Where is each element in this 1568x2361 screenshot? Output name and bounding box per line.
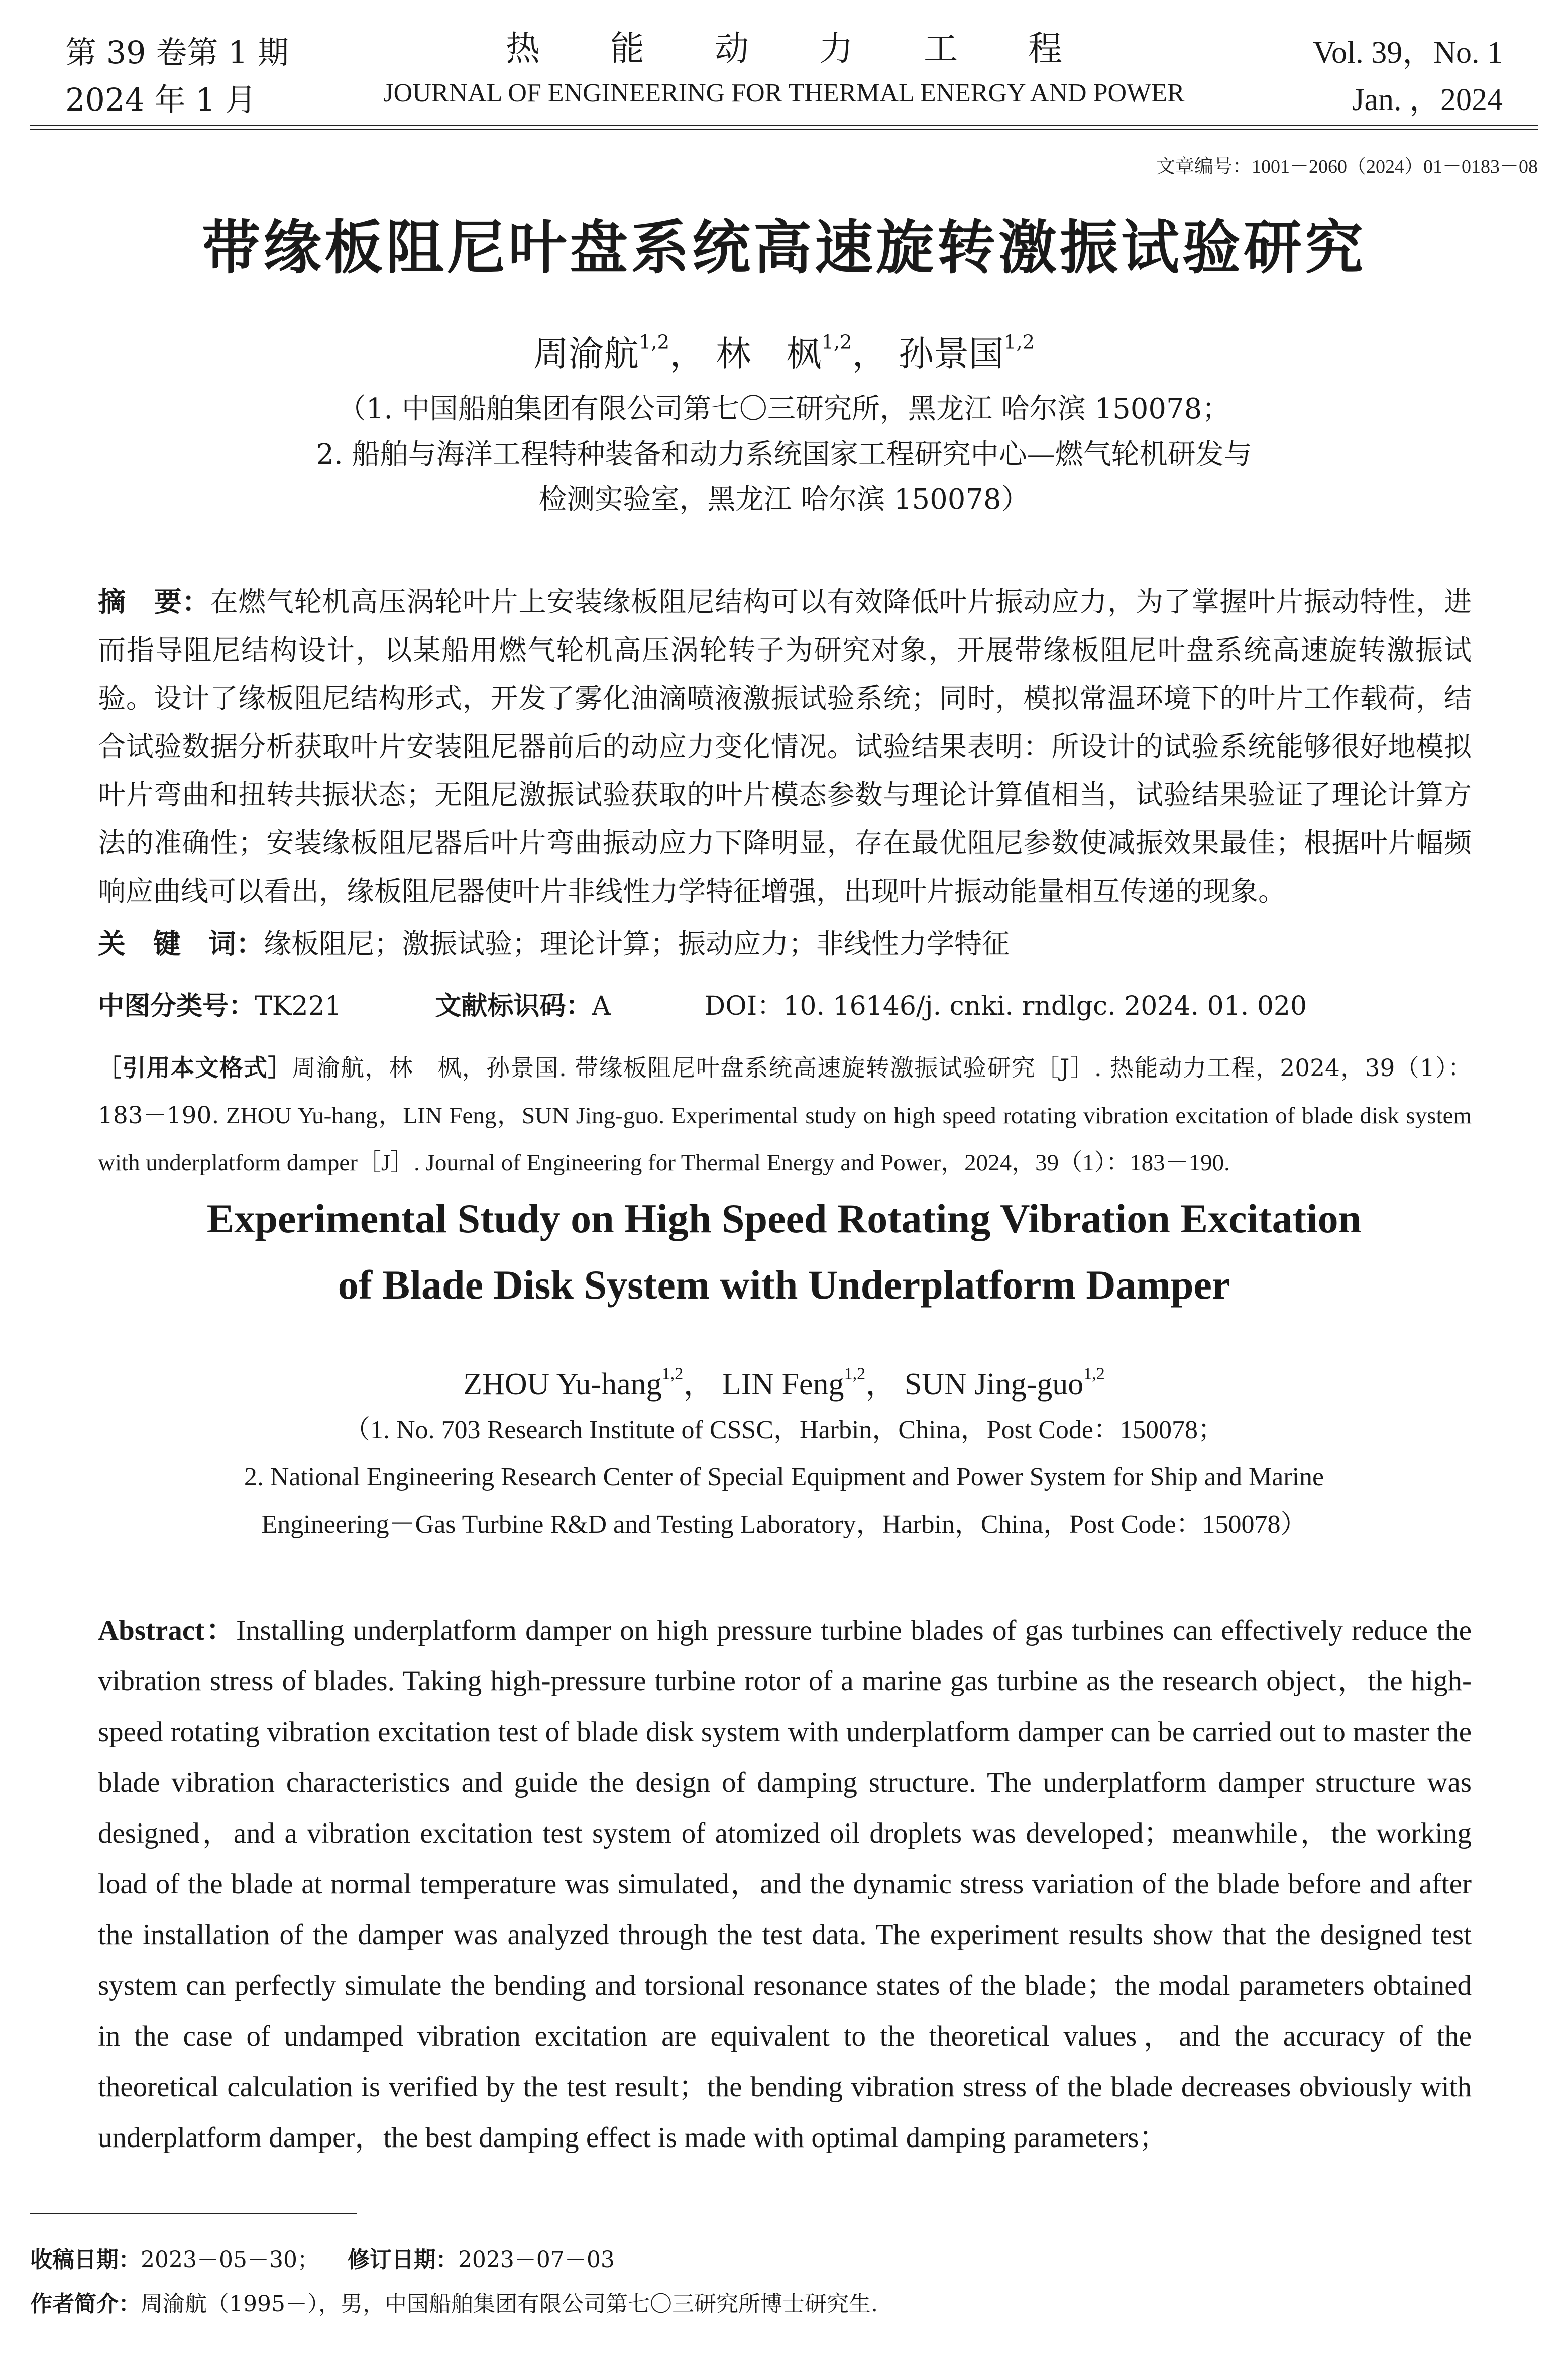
clc-label: 中图分类号：: [98, 991, 255, 1021]
dates-line: [30, 2238, 1537, 2282]
authors-en: [0, 1359, 1568, 1404]
author-name-en: ZHOU Yu-hang: [463, 1367, 662, 1402]
bio-value: 周渝航（1995－），男，中国船舶集团有限公司第七〇三研究所博士研究生.: [141, 2291, 878, 2317]
doc-code-label: 文献标识码：: [435, 991, 592, 1021]
classification-line: [98, 985, 1472, 1022]
authors-cn: [0, 326, 1568, 376]
doi: [704, 985, 1307, 1022]
journal-name-en: JOURNAL OF ENGINEERING FOR THERMAL ENERGY AND POWER: [383, 79, 1185, 108]
affiliation-line-en: 2. National Engineering Research Center of Special Equipment and Power System for Ship and Marine: [244, 1463, 1324, 1491]
issue-info-en: [1242, 29, 1503, 124]
abstract-cn-text: 在燃气轮机高压涡轮叶片上安装缘板阻尼结构可以有效降低叶片振动应力，为了掌握叶片振动特性，进而指导阻尼结构设计，以某船用燃气轮机高压涡轮转子为研究对象，开展带缘板阻尼叶盘系统高速旋转激振试验。设计了缘板阻尼结构形式，开发了雾化油滴喷液激振试验系统；同时，模拟常温环境下的叶片工作载荷，结合试验数据分析获取叶片安装阻尼器前后的动应力变化情况。试验结果表明：所设计的试验系统能够很好地模拟叶片弯曲和扭转共振状态；无阻尼激振试验获取的叶片模态参数与理论计算值相当，试验结果验证了理论计算方法的准确性；安装缘板阻尼器后叶片弯曲振动应力下降明显，存在最优阻尼参数使减振效果最佳；根据叶片幅频响应曲线可以看出，缘板阻尼器使叶片非线性力学特征增强，出现叶片振动能量相互传递的现象。: [98, 586, 1472, 907]
received-label: 收稿日期：: [30, 2247, 141, 2273]
author-sup: 1,2: [1083, 1364, 1105, 1383]
volume-en: Vol. 39，No. 1: [1313, 36, 1503, 70]
keywords-cn-label: 关 键 词：: [98, 928, 264, 960]
doc-code: [435, 985, 611, 1022]
bio-line: [30, 2282, 1537, 2326]
author-sup: 1,2: [638, 331, 670, 354]
citation-en: ZHOU Yu-hang，LIN Feng，SUN Jing-guo. Experimental study on high speed rotating vibration excitation of blade disk system with underplatform damper［J］. Journal of Engineering for Thermal Energy and Power，2024，39（1）：183－190.: [98, 1103, 1472, 1176]
affiliations-en: [0, 1407, 1568, 1548]
header-rule: [30, 125, 1538, 126]
citation-label: ［引用本文格式］: [98, 1054, 292, 1082]
doi-label: DOI：: [704, 991, 783, 1021]
affiliation-line: 2. 船舶与海洋工程特种装备和动力系统国家工程研究中心—燃气轮机研发与: [316, 438, 1252, 471]
title-en-line: Experimental Study on High Speed Rotating Vibration Excitation: [206, 1196, 1362, 1241]
keywords-cn: [98, 922, 1472, 961]
author-sup: 1,2: [661, 1364, 684, 1383]
doc-code-value: A: [592, 991, 611, 1021]
affiliation-line: （1. 中国船舶集团有限公司第七〇三研究所，黑龙江 哈尔滨 150078；: [338, 393, 1230, 425]
keywords-cn-text: 缘板阻尼；激振试验；理论计算；振动应力；非线性力学特征: [264, 928, 1010, 960]
abstract-en: [98, 1605, 1472, 2163]
author-sep: ，: [683, 1367, 722, 1402]
title-cn: 带缘板阻尼叶盘系统高速旋转激振试验研究: [202, 214, 1366, 282]
journal-name-cn: 热能动力工程: [505, 29, 1133, 69]
footnotes: [30, 2238, 1537, 2326]
clc-value: TK221: [255, 991, 342, 1021]
issue-volume: 第 39 卷第 1 期: [65, 34, 289, 71]
author-sep: ，: [852, 333, 887, 374]
issue-date: 2024 年 1 月: [65, 81, 257, 118]
abstract-cn: [98, 578, 1472, 915]
article-number: 文章编号：1001－2060（2024）01－0183－08: [1156, 156, 1538, 177]
author-sep: ，: [865, 1367, 905, 1402]
footnote-rule: [30, 2213, 357, 2214]
citation-cn: 周渝航，林 枫，孙景国. 带缘板阻尼叶盘系统高速旋转激振试验研究［J］. 热能动力工程，2024，39（1）：183－190.: [98, 1054, 1472, 1129]
clc: [98, 985, 342, 1022]
affiliation-line: 检测实验室，黑龙江 哈尔滨 150078）: [538, 483, 1030, 516]
abstract-en-text: Installing underplatform damper on high pressure turbine blades of gas turbines can effectively reduce the vibration stress of blades. Taking high-pressure turbine rotor of a marine gas turbine as the research object，the high-speed rotating vibration excitation test of blade disk system with underplatform damper can be carried out to master the blade vibration characteristics and guide the design of damping structure. The underplatform damper structure was designed，and a vibration excitation test system of atomized oil droplets was developed；meanwhile，the working load of the blade at normal temperature was simulated，and the dynamic stress variation of the blade before and after the installation of the damper was analyzed through the test data. The experiment results show that the designed test system can perfectly simulate the bending and torsional resonance states of the blade；the modal parameters obtained in the case of undamped vibration excitation are equivalent to the theoretical values，and the accuracy of the theoretical calculation is verified by the test result；the bending vibration stress of the blade decreases obviously with underplatform damper，the best damping effect is made with optimal damping parameters；: [98, 1615, 1472, 2154]
author-sup: 1,2: [844, 1364, 866, 1383]
date-en: Jan. ，2024: [1352, 83, 1503, 117]
doi-value: 10. 16146/j. cnki. rndlgc. 2024. 01. 020: [783, 991, 1307, 1021]
header-rule-thin: [30, 129, 1538, 130]
citation: [98, 1045, 1472, 1187]
revised-value: 2023－07－03: [458, 2247, 615, 2273]
author-name: 周渝航: [533, 333, 639, 374]
affiliation-line-en: Engineering－Gas Turbine R&D and Testing Laboratory，Harbin，China，Post Code：150078）: [261, 1510, 1307, 1539]
author-sup: 1,2: [1003, 331, 1035, 354]
affiliation-line-en: （1. No. 703 Research Institute of CSSC，Harbin，China，Post Code：150078；: [344, 1416, 1224, 1444]
abstract-en-label: Abstract：: [98, 1615, 237, 1646]
issue-info: [65, 29, 326, 124]
author-name: 孙景国: [898, 333, 1004, 374]
author-sep: ，: [669, 333, 705, 374]
affiliations-cn: [0, 387, 1568, 522]
title-en-line: of Blade Disk System with Underplatform Damper: [338, 1262, 1230, 1308]
bio-label: 作者简介：: [30, 2291, 141, 2317]
author-name-en: LIN Feng: [722, 1367, 844, 1402]
journal-name: [352, 25, 1216, 114]
revised-label: 修订日期：: [347, 2247, 458, 2273]
received-value: 2023－05－30；: [141, 2247, 319, 2273]
author-sup: 1,2: [821, 331, 852, 354]
abstract-cn-label: 摘 要：: [98, 586, 210, 618]
title-en: [0, 1186, 1568, 1318]
author-name-en: SUN Jing-guo: [904, 1367, 1084, 1402]
author-name: 林 枫: [716, 333, 822, 374]
